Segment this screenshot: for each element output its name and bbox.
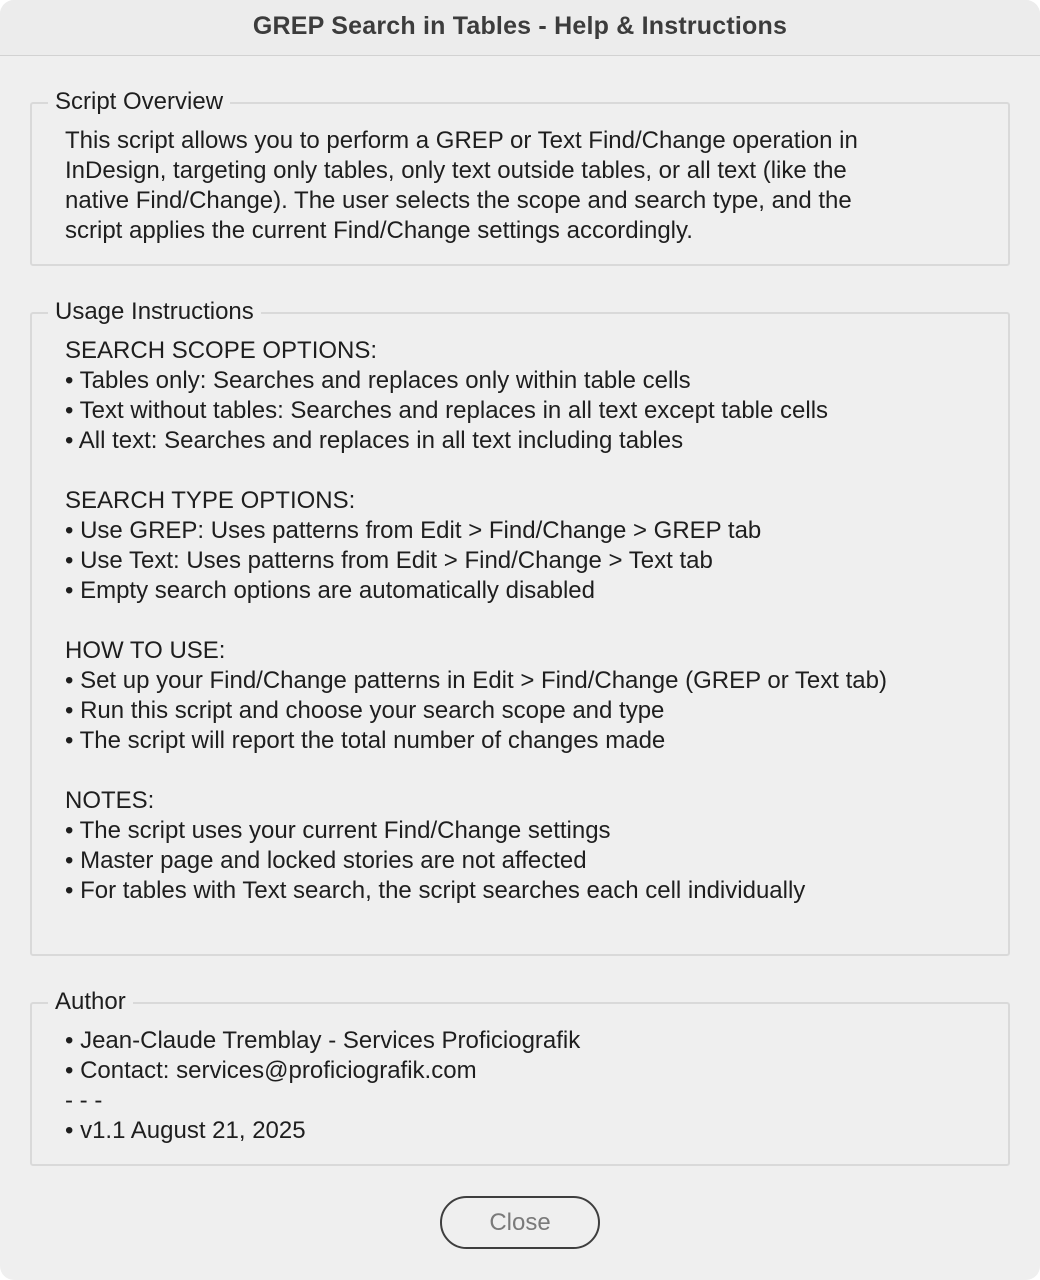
author-panel-label: Author — [48, 988, 133, 1016]
usage-line: • Use GREP: Uses patterns from Edit > Find/Change > GREP tab — [65, 517, 762, 544]
usage-blank-line — [65, 756, 985, 786]
usage-line: • Master page and locked stories are not affected — [65, 847, 587, 874]
overview-text — [65, 126, 985, 246]
usage-panel — [30, 298, 1010, 956]
overview-line: InDesign, targeting only tables, only text outside tables, or all text (like the — [65, 157, 847, 184]
usage-line: • For tables with Text search, the script searches each cell individually — [65, 877, 806, 904]
usage-heading-scope: SEARCH SCOPE OPTIONS: — [65, 337, 378, 364]
usage-line: • Tables only: Searches and replaces only within table cells — [65, 367, 691, 394]
usage-line: • Use Text: Uses patterns from Edit > Find/Change > Text tab — [65, 547, 713, 574]
overview-panel-label: Script Overview — [48, 88, 230, 116]
usage-line: • Text without tables: Searches and replaces in all text except table cells — [65, 397, 829, 424]
close-button[interactable]: Close — [440, 1196, 600, 1249]
window-title: GREP Search in Tables - Help & Instructions — [252, 12, 788, 40]
usage-heading-notes: NOTES: — [65, 787, 155, 814]
author-separator: - - - — [65, 1087, 103, 1114]
usage-panel-label: Usage Instructions — [48, 298, 261, 326]
usage-heading-how-to: HOW TO USE: — [65, 637, 226, 664]
overview-line: This script allows you to perform a GREP or Text Find/Change operation in — [65, 127, 858, 154]
overview-line: native Find/Change). The user selects the scope and search type, and the — [65, 187, 852, 214]
overview-panel — [30, 88, 1010, 266]
overview-line: script applies the current Find/Change settings accordingly. — [65, 217, 693, 244]
usage-blank-line — [65, 606, 985, 636]
usage-line: • The script will report the total number of changes made — [65, 727, 666, 754]
usage-line: • Run this script and choose your search scope and type — [65, 697, 665, 724]
author-contact: • Contact: services@proficiografik.com — [65, 1057, 477, 1084]
usage-line: • Empty search options are automatically disabled — [65, 577, 596, 604]
author-name: • Jean-Claude Tremblay - Services Proficiografik — [65, 1027, 581, 1054]
author-text — [65, 1026, 985, 1146]
author-panel — [30, 988, 1010, 1166]
usage-line: • The script uses your current Find/Change settings — [65, 817, 611, 844]
usage-line: • All text: Searches and replaces in all text including tables — [65, 427, 684, 454]
usage-blank-line — [65, 456, 985, 486]
usage-line: • Set up your Find/Change patterns in Edit > Find/Change (GREP or Text tab) — [65, 667, 887, 694]
author-version: • v1.1 August 21, 2025 — [65, 1117, 306, 1144]
usage-heading-type: SEARCH TYPE OPTIONS: — [65, 487, 356, 514]
usage-text — [65, 336, 985, 906]
title-bar[interactable] — [0, 0, 1040, 56]
